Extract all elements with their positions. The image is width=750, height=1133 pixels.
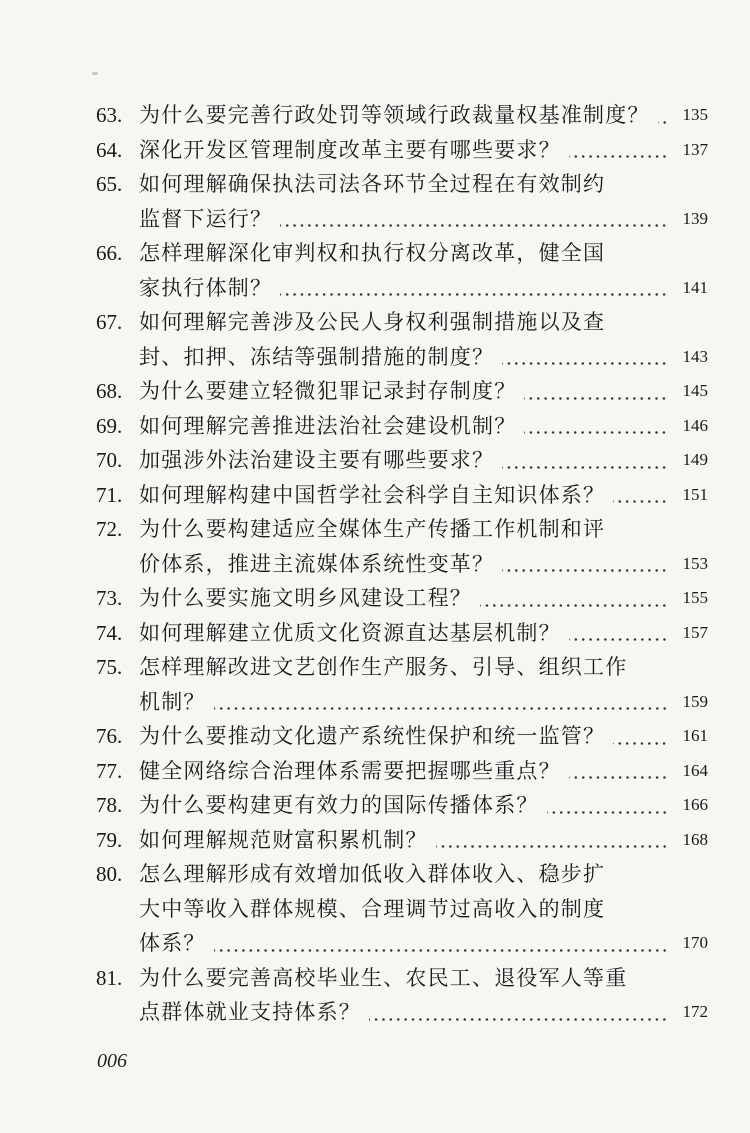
toc-line: [96, 754, 708, 789]
dot-leader: [613, 500, 668, 503]
toc-entry: [96, 719, 708, 754]
entry-title: 为什么要构建适应全媒体生产传播工作机制和评: [139, 517, 606, 541]
entry-page-number: 146: [682, 415, 708, 435]
toc-line: [96, 892, 708, 927]
entry-page-number: 166: [682, 795, 708, 814]
page-folio: 006: [97, 1050, 127, 1072]
paper-speck: [92, 72, 98, 75]
dot-leader: [569, 155, 668, 158]
dot-leader: [524, 397, 668, 400]
toc-entry: [96, 167, 708, 236]
toc-line: [96, 271, 708, 306]
dot-leader: [280, 224, 668, 227]
toc-entry: [96, 788, 708, 823]
entry-title-continued: 家执行体制？: [139, 275, 273, 300]
entry-title: 为什么要完善高校毕业生、农民工、退役军人等重: [139, 965, 628, 990]
dot-leader: [524, 431, 668, 434]
entry-page-number: 168: [682, 829, 708, 849]
entry-page-number: 145: [682, 381, 708, 400]
toc-line: [96, 788, 708, 823]
dot-leader: [214, 949, 668, 952]
toc-line: [96, 719, 708, 754]
toc-line: [96, 340, 708, 375]
toc-entry: [96, 443, 708, 478]
entry-number: 65.: [96, 172, 123, 196]
toc-entry: [96, 581, 708, 616]
toc-entry: [96, 133, 708, 168]
entry-number: 79.: [96, 827, 123, 852]
dot-leader: [613, 742, 668, 745]
dot-leader: [658, 121, 668, 124]
dot-leader: [502, 362, 668, 365]
entry-title: 如何理解构建中国哲学社会科学自主知识体系？: [139, 482, 606, 507]
entry-page-number: 141: [682, 277, 708, 297]
toc-line: [96, 202, 708, 237]
toc-entry: [96, 650, 708, 719]
dot-leader: [547, 811, 668, 814]
entry-page-number: 149: [682, 450, 708, 469]
entry-page-number: 172: [682, 1002, 708, 1021]
toc-line: [96, 409, 708, 444]
entry-title: 为什么要推动文化遗产系统性保护和统一监管？: [139, 724, 606, 748]
entry-number: 78.: [96, 793, 123, 817]
toc-line: [96, 443, 708, 478]
entry-page-number: 170: [682, 933, 708, 952]
entry-page-number: 143: [682, 346, 708, 366]
entry-page-number: 155: [682, 588, 708, 607]
toc-line: [96, 823, 708, 858]
entry-title: 怎样理解深化审判权和执行权分离改革，健全国: [139, 241, 606, 265]
toc-entry: [96, 305, 708, 374]
entry-title: 如何理解建立优质文化资源直达基层机制？: [139, 620, 561, 645]
entry-number: 70.: [96, 448, 123, 472]
entry-page-number: 153: [682, 553, 708, 573]
entry-number: 64.: [96, 137, 123, 162]
entry-title-continued: 体系？: [139, 931, 206, 955]
entry-page-number: 164: [682, 760, 708, 780]
entry-title: 为什么要构建更有效力的国际传播体系？: [139, 793, 539, 817]
entry-title: 如何理解完善推进法治社会建设机制？: [139, 413, 517, 438]
dot-leader: [569, 776, 668, 779]
toc-entry: [96, 236, 708, 305]
dot-leader: [480, 604, 668, 607]
entry-page-number: 161: [682, 726, 708, 745]
entry-page-number: 135: [682, 105, 708, 124]
dot-leader: [369, 1018, 668, 1021]
toc-line: [96, 961, 708, 996]
toc-line: [96, 547, 708, 582]
toc-line: [96, 512, 708, 547]
entry-title: 如何理解规范财富积累机制？: [139, 827, 428, 852]
entry-number: 80.: [96, 862, 123, 886]
toc-line: [96, 167, 708, 202]
entry-title-continued: 机制？: [139, 689, 206, 714]
entry-title-continued: 大中等收入群体规模、合理调节过高收入的制度: [139, 896, 606, 921]
dot-leader: [569, 638, 668, 641]
toc-entry: [96, 478, 708, 513]
entry-page-number: 157: [682, 622, 708, 642]
entry-title: 怎样理解改进文艺创作生产服务、引导、组织工作: [139, 655, 628, 679]
table-of-contents: [96, 98, 708, 1030]
dot-leader: [214, 707, 668, 710]
entry-title: 为什么要建立轻微犯罪记录封存制度？: [139, 379, 517, 403]
toc-entry: [96, 754, 708, 789]
entry-title: 如何理解完善涉及公民人身权利强制措施以及查: [139, 310, 606, 334]
entry-title: 健全网络综合治理体系需要把握哪些重点？: [139, 758, 561, 783]
toc-entry: [96, 409, 708, 444]
entry-number: 68.: [96, 379, 123, 403]
toc-entry: [96, 961, 708, 1030]
entry-title: 深化开发区管理制度改革主要有哪些要求？: [139, 137, 561, 162]
toc-entry: [96, 616, 708, 651]
toc-line: [96, 857, 708, 892]
entry-number: 81.: [96, 965, 123, 990]
entry-title: 为什么要完善行政处罚等领域行政裁量权基准制度？: [139, 103, 650, 127]
toc-line: [96, 685, 708, 720]
toc-line: [96, 926, 708, 961]
dot-leader: [436, 845, 668, 848]
entry-page-number: 139: [682, 208, 708, 228]
entry-title: 如何理解确保执法司法各环节全过程在有效制约: [139, 172, 606, 196]
entry-title-continued: 封、扣押、冻结等强制措施的制度？: [139, 344, 495, 369]
entry-number: 73.: [96, 586, 123, 610]
toc-entry: [96, 374, 708, 409]
entry-number: 72.: [96, 517, 123, 541]
toc-line: [96, 478, 708, 513]
entry-title-continued: 价体系，推进主流媒体系统性变革？: [139, 551, 495, 576]
entry-title: 怎么理解形成有效增加低收入群体收入、稳步扩: [139, 862, 606, 886]
entry-number: 77.: [96, 758, 123, 783]
entry-number: 69.: [96, 413, 123, 438]
toc-line: [96, 133, 708, 168]
toc-line: [96, 581, 708, 616]
toc-entry: [96, 98, 708, 133]
entry-title-continued: 监督下运行？: [139, 206, 273, 231]
entry-number: 74.: [96, 620, 123, 645]
entry-number: 75.: [96, 655, 123, 679]
toc-line: [96, 650, 708, 685]
toc-line: [96, 374, 708, 409]
dot-leader: [502, 569, 668, 572]
toc-entry: [96, 823, 708, 858]
entry-page-number: 137: [682, 139, 708, 159]
dot-leader: [502, 466, 668, 469]
toc-line: [96, 98, 708, 133]
toc-line: [96, 236, 708, 271]
dot-leader: [280, 293, 668, 296]
toc-entry: [96, 857, 708, 961]
entry-number: 63.: [96, 103, 123, 127]
toc-entry: [96, 512, 708, 581]
entry-title-continued: 点群体就业支持体系？: [139, 1000, 361, 1024]
toc-line: [96, 305, 708, 340]
entry-page-number: 151: [682, 484, 708, 504]
entry-page-number: 159: [682, 691, 708, 711]
entry-number: 71.: [96, 482, 123, 507]
entry-number: 67.: [96, 310, 123, 334]
entry-number: 66.: [96, 241, 123, 265]
entry-number: 76.: [96, 724, 123, 748]
entry-title: 加强涉外法治建设主要有哪些要求？: [139, 448, 495, 472]
entry-title: 为什么要实施文明乡风建设工程？: [139, 586, 472, 610]
toc-line: [96, 995, 708, 1030]
toc-line: [96, 616, 708, 651]
